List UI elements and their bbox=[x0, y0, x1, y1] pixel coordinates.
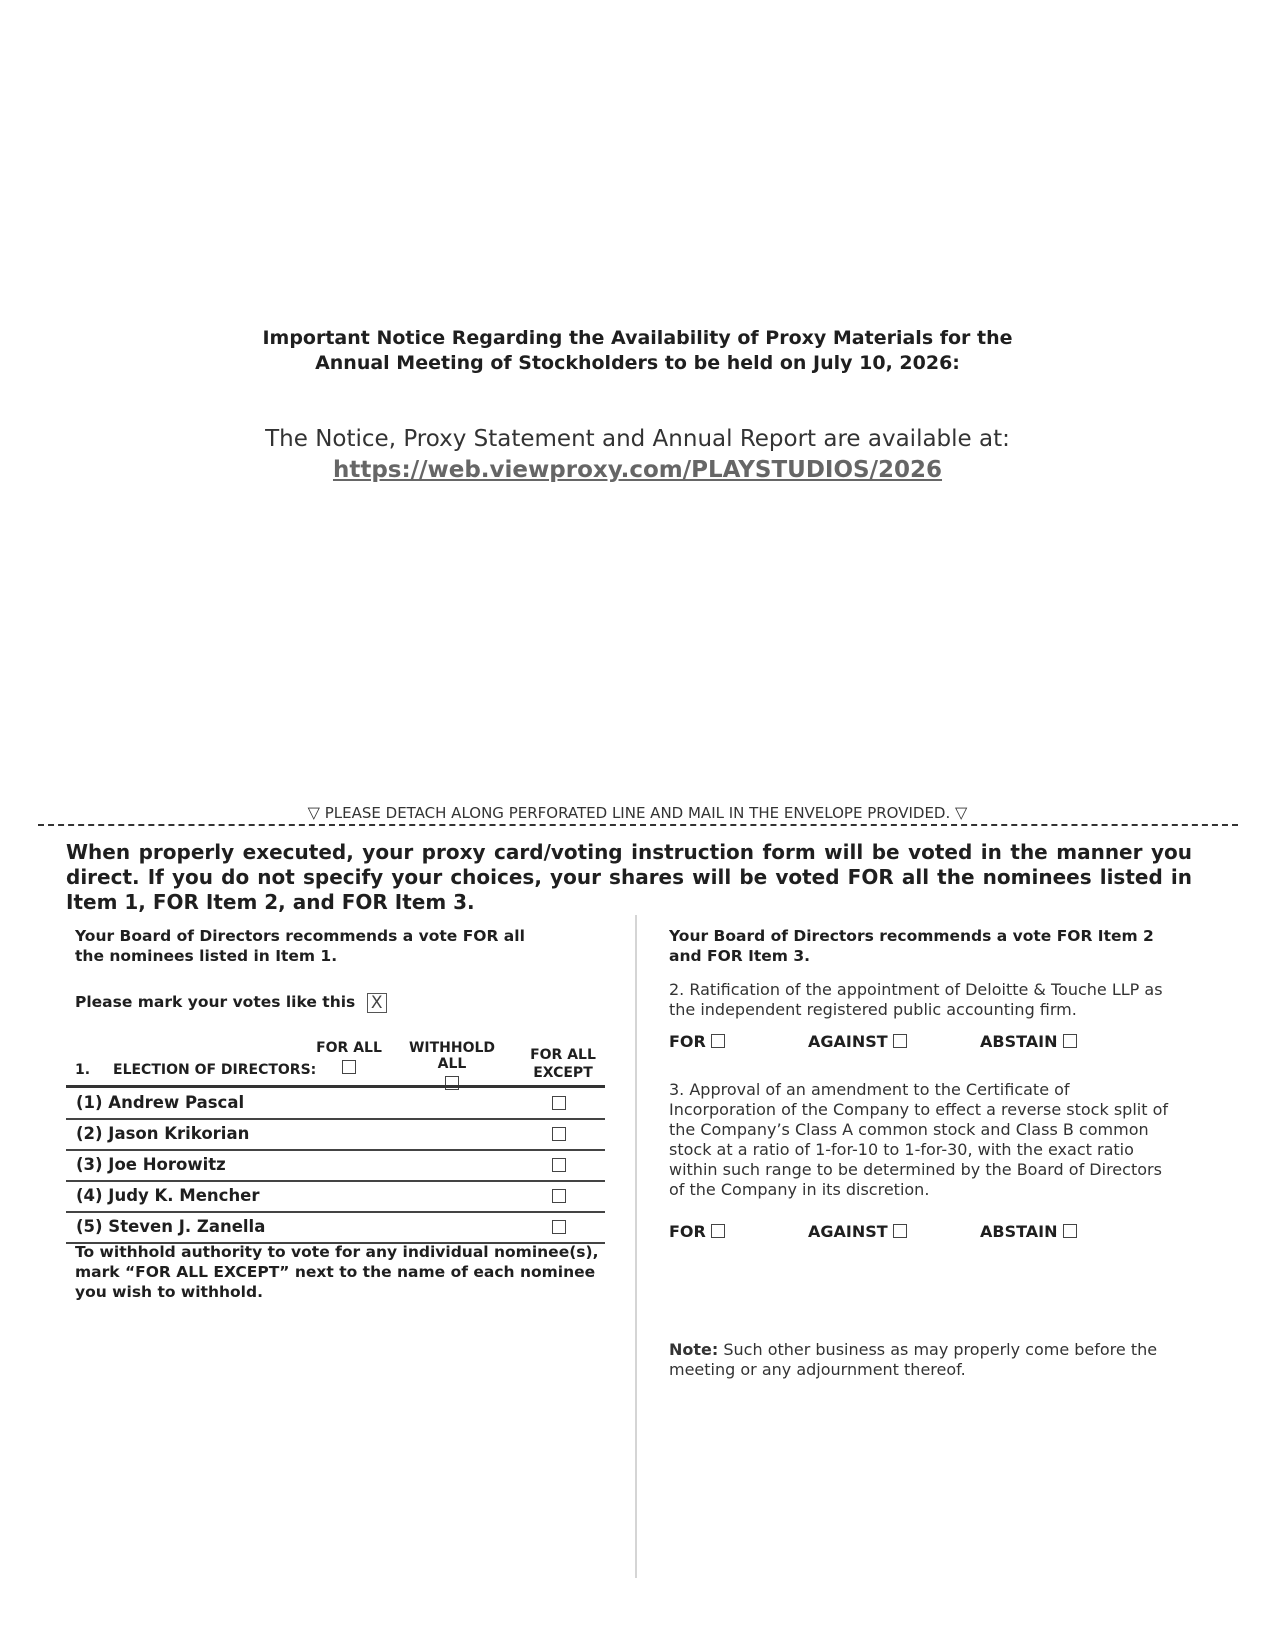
proposal-3-for[interactable] bbox=[669, 1222, 725, 1241]
for-all-except-checkbox[interactable] bbox=[552, 1220, 566, 1234]
proposal-3-abstain[interactable] bbox=[980, 1222, 1077, 1241]
mark-instruction bbox=[75, 992, 387, 1013]
proxy-materials-link[interactable]: https://web.viewproxy.com/PLAYSTUDIOS/2026 bbox=[332, 457, 943, 483]
nominee-name: (3) Joe Horowitz bbox=[76, 1155, 226, 1174]
proposal-2-text: 2. Ratification of the appointment of Deloitte & Touche LLP as the independent registered public accounting firm. bbox=[669, 980, 1163, 1019]
nominee-name: (2) Jason Krikorian bbox=[76, 1124, 250, 1143]
proposal-2-against-checkbox[interactable] bbox=[893, 1034, 907, 1048]
proposal-2-for-checkbox[interactable] bbox=[711, 1034, 725, 1048]
for-label: FOR bbox=[669, 1222, 706, 1241]
nominee-row bbox=[66, 1119, 605, 1151]
withhold-instruction: To withhold authority to vote for any individual nominee(s), mark “FOR ALL EXCEPT” next to the name of each nominee you wish to withhold. bbox=[75, 1243, 599, 1301]
detach-text: PLEASE DETACH ALONG PERFORATED LINE AND MAIL IN THE ENVELOPE PROVIDED. bbox=[324, 804, 951, 822]
col-withhold-all-label: WITHHOLD ALL bbox=[408, 1040, 496, 1072]
for-all-checkbox[interactable] bbox=[342, 1060, 356, 1074]
abstain-label: ABSTAIN bbox=[980, 1032, 1058, 1051]
item-number: 1. bbox=[75, 1062, 91, 1078]
for-label: FOR bbox=[669, 1032, 706, 1051]
nominee-name: (1) Andrew Pascal bbox=[76, 1093, 245, 1112]
proposal-3-text: 3. Approval of an amendment to the Certificate of Incorporation of the Company to effect a reverse stock split of the Company’s Class A common stock and Class B common stock at a ratio of 1-for-10 to 1-for-30, with the exact ratio within such range to be determined by the Board of Directors of the Company in its discretion. bbox=[669, 1080, 1168, 1199]
detach-instruction bbox=[0, 804, 1275, 822]
note-label: Note: bbox=[669, 1340, 719, 1359]
perforated-line bbox=[38, 824, 1238, 826]
proposal-2-abstain[interactable] bbox=[980, 1032, 1077, 1051]
proposal-2-against[interactable] bbox=[808, 1032, 907, 1051]
for-all-except-checkbox[interactable] bbox=[552, 1189, 566, 1203]
abstain-label: ABSTAIN bbox=[980, 1222, 1058, 1241]
mark-example-box: X bbox=[367, 993, 387, 1013]
against-label: AGAINST bbox=[808, 1222, 888, 1241]
proposal-3-against-checkbox[interactable] bbox=[893, 1224, 907, 1238]
col-for-all-except-line2: EXCEPT bbox=[533, 1065, 593, 1081]
col-for-all-except bbox=[525, 1046, 601, 1082]
board-recommendation-items-2-3: Your Board of Directors recommends a vote FOR Item 2 and FOR Item 3. bbox=[669, 927, 1154, 965]
notice-title bbox=[0, 326, 1275, 376]
nominee-row bbox=[66, 1088, 605, 1120]
notice-title-line1: Important Notice Regarding the Availability of Proxy Materials for the bbox=[262, 327, 1013, 349]
card-intro: When properly executed, your proxy card/voting instruction form will be voted in the manner you direct. If you do not specify your choices, your shares will be voted FOR all the nominees listed in Item 1, FOR Item 2, and FOR Item 3. bbox=[66, 840, 1192, 914]
for-all-except-checkbox[interactable] bbox=[552, 1127, 566, 1141]
election-of-directors-label bbox=[75, 1062, 316, 1078]
mark-instruction-text: Please mark your votes like this bbox=[75, 993, 356, 1011]
notice-title-line2: Annual Meeting of Stockholders to be held on July 10, 2026: bbox=[315, 352, 960, 374]
column-divider bbox=[635, 915, 637, 1578]
proposal-2-abstain-checkbox[interactable] bbox=[1063, 1034, 1077, 1048]
against-label: AGAINST bbox=[808, 1032, 888, 1051]
board-recommendation-item1: Your Board of Directors recommends a vote FOR all the nominees listed in Item 1. bbox=[75, 927, 525, 965]
down-triangle-icon: ▽ bbox=[307, 803, 320, 822]
for-all-except-checkbox[interactable] bbox=[552, 1096, 566, 1110]
nominee-row bbox=[66, 1150, 605, 1182]
note-text: Such other business as may properly come before the meeting or any adjournment thereof. bbox=[669, 1340, 1158, 1379]
down-triangle-icon: ▽ bbox=[955, 803, 968, 822]
nominee-row bbox=[66, 1212, 605, 1244]
availability-text: The Notice, Proxy Statement and Annual Report are available at: bbox=[265, 426, 1010, 452]
col-for-all bbox=[314, 1040, 384, 1078]
proposal-3-abstain-checkbox[interactable] bbox=[1063, 1224, 1077, 1238]
proposal-3-against[interactable] bbox=[808, 1222, 907, 1241]
nominee-row bbox=[66, 1181, 605, 1213]
proposal-2-for[interactable] bbox=[669, 1032, 725, 1051]
proposal-3-for-checkbox[interactable] bbox=[711, 1224, 725, 1238]
for-all-except-checkbox[interactable] bbox=[552, 1158, 566, 1172]
nominee-name: (4) Judy K. Mencher bbox=[76, 1186, 260, 1205]
nominee-name: (5) Steven J. Zanella bbox=[76, 1217, 266, 1236]
col-for-all-except-line1: FOR ALL bbox=[530, 1047, 596, 1063]
note bbox=[669, 1340, 1169, 1380]
col-for-all-label: FOR ALL bbox=[316, 1040, 382, 1056]
item-label: ELECTION OF DIRECTORS: bbox=[113, 1062, 317, 1078]
